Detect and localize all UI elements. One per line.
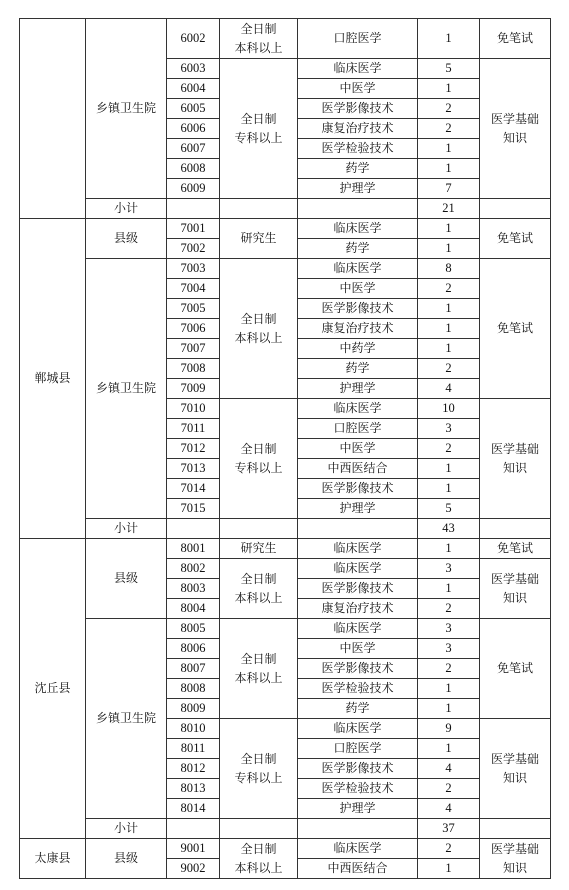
education-requirement: 全日制 本科以上 xyxy=(220,19,298,59)
recruit-count: 2 xyxy=(418,439,480,459)
position-code: 6007 xyxy=(167,139,220,159)
recruit-count: 1 xyxy=(418,239,480,259)
empty-cell xyxy=(167,199,220,219)
recruit-count: 3 xyxy=(418,559,480,579)
position-code: 6006 xyxy=(167,119,220,139)
position-code: 9002 xyxy=(167,859,220,879)
table-row xyxy=(20,19,551,59)
education-requirement: 全日制 专科以上 xyxy=(220,399,298,519)
major-name: 医学检验技术 xyxy=(298,679,418,699)
major-name: 药学 xyxy=(298,359,418,379)
unit-type: 乡镇卫生院 xyxy=(86,19,167,199)
recruit-count: 1 xyxy=(418,79,480,99)
major-name: 康复治疗技术 xyxy=(298,599,418,619)
recruit-count: 1 xyxy=(418,139,480,159)
position-code: 6009 xyxy=(167,179,220,199)
position-code: 7005 xyxy=(167,299,220,319)
major-name: 护理学 xyxy=(298,179,418,199)
position-code: 8007 xyxy=(167,659,220,679)
empty-cell xyxy=(480,519,551,539)
position-code: 8009 xyxy=(167,699,220,719)
exam-subject: 免笔试 xyxy=(480,219,551,259)
recruit-count: 2 xyxy=(418,119,480,139)
recruit-count: 1 xyxy=(418,219,480,239)
recruit-count: 1 xyxy=(418,299,480,319)
major-name: 口腔医学 xyxy=(298,739,418,759)
major-name: 临床医学 xyxy=(298,59,418,79)
position-code: 8003 xyxy=(167,579,220,599)
major-name: 临床医学 xyxy=(298,619,418,639)
position-code: 7008 xyxy=(167,359,220,379)
position-code: 6004 xyxy=(167,79,220,99)
recruit-count: 2 xyxy=(418,99,480,119)
major-name: 药学 xyxy=(298,699,418,719)
table-row xyxy=(20,619,551,639)
empty-cell xyxy=(220,519,298,539)
table-row xyxy=(20,259,551,279)
recruit-count: 2 xyxy=(418,839,480,859)
major-name: 护理学 xyxy=(298,379,418,399)
position-code: 8006 xyxy=(167,639,220,659)
table-row xyxy=(20,539,551,559)
recruit-count: 3 xyxy=(418,419,480,439)
county-name: 郸城县 xyxy=(20,219,86,539)
position-code: 7010 xyxy=(167,399,220,419)
position-code: 8011 xyxy=(167,739,220,759)
major-name: 口腔医学 xyxy=(298,419,418,439)
subtotal-row xyxy=(20,199,551,219)
position-code: 7011 xyxy=(167,419,220,439)
exam-subject: 医学基础 知识 xyxy=(480,559,551,619)
education-requirement: 全日制 本科以上 xyxy=(220,839,298,879)
position-code: 7013 xyxy=(167,459,220,479)
recruit-count: 1 xyxy=(418,539,480,559)
unit-type: 县级 xyxy=(86,219,167,259)
position-code: 7002 xyxy=(167,239,220,259)
position-code: 6008 xyxy=(167,159,220,179)
position-code: 7003 xyxy=(167,259,220,279)
position-code: 7012 xyxy=(167,439,220,459)
major-name: 中医学 xyxy=(298,79,418,99)
exam-subject: 免笔试 xyxy=(480,539,551,559)
exam-subject: 免笔试 xyxy=(480,259,551,399)
major-name: 中药学 xyxy=(298,339,418,359)
major-name: 临床医学 xyxy=(298,839,418,859)
major-name: 临床医学 xyxy=(298,539,418,559)
major-name: 药学 xyxy=(298,239,418,259)
major-name: 药学 xyxy=(298,159,418,179)
unit-type: 县级 xyxy=(86,839,167,879)
major-name: 医学影像技术 xyxy=(298,99,418,119)
subtotal-value: 21 xyxy=(418,199,480,219)
recruit-count: 7 xyxy=(418,179,480,199)
position-code: 8013 xyxy=(167,779,220,799)
empty-cell xyxy=(480,819,551,839)
major-name: 中医学 xyxy=(298,439,418,459)
unit-type: 乡镇卫生院 xyxy=(86,619,167,819)
exam-subject: 医学基础 知识 xyxy=(480,59,551,199)
major-name: 中医学 xyxy=(298,279,418,299)
major-name: 口腔医学 xyxy=(298,19,418,59)
position-code: 8012 xyxy=(167,759,220,779)
recruit-count: 2 xyxy=(418,359,480,379)
subtotal-label: 小计 xyxy=(86,819,167,839)
recruit-count: 2 xyxy=(418,779,480,799)
unit-type: 县级 xyxy=(86,539,167,619)
education-requirement: 全日制 专科以上 xyxy=(220,59,298,199)
major-name: 护理学 xyxy=(298,799,418,819)
recruit-count: 4 xyxy=(418,799,480,819)
major-name: 临床医学 xyxy=(298,719,418,739)
recruit-count: 3 xyxy=(418,639,480,659)
position-code: 7014 xyxy=(167,479,220,499)
major-name: 临床医学 xyxy=(298,259,418,279)
exam-subject: 医学基础 知识 xyxy=(480,719,551,819)
table-row xyxy=(20,219,551,239)
recruit-count: 8 xyxy=(418,259,480,279)
position-code: 7006 xyxy=(167,319,220,339)
recruit-count: 4 xyxy=(418,379,480,399)
major-name: 医学影像技术 xyxy=(298,479,418,499)
major-name: 中西医结合 xyxy=(298,459,418,479)
recruit-count: 1 xyxy=(418,739,480,759)
exam-subject: 医学基础 知识 xyxy=(480,399,551,519)
empty-cell xyxy=(220,819,298,839)
recruit-count: 1 xyxy=(418,159,480,179)
exam-subject: 免笔试 xyxy=(480,19,551,59)
position-code: 8001 xyxy=(167,539,220,559)
subtotal-label: 小计 xyxy=(86,199,167,219)
major-name: 医学影像技术 xyxy=(298,579,418,599)
major-name: 护理学 xyxy=(298,499,418,519)
subtotal-row xyxy=(20,819,551,839)
recruit-count: 1 xyxy=(418,679,480,699)
position-code: 6005 xyxy=(167,99,220,119)
recruit-count: 1 xyxy=(418,459,480,479)
major-name: 临床医学 xyxy=(298,219,418,239)
position-code: 9001 xyxy=(167,839,220,859)
major-name: 中西医结合 xyxy=(298,859,418,879)
recruit-count: 5 xyxy=(418,499,480,519)
county-name: 沈丘县 xyxy=(20,539,86,839)
major-name: 康复治疗技术 xyxy=(298,319,418,339)
recruit-count: 9 xyxy=(418,719,480,739)
position-code: 8014 xyxy=(167,799,220,819)
empty-cell xyxy=(298,199,418,219)
recruit-count: 1 xyxy=(418,699,480,719)
position-code: 7009 xyxy=(167,379,220,399)
recruit-count: 5 xyxy=(418,59,480,79)
education-requirement: 研究生 xyxy=(220,219,298,259)
education-requirement: 全日制 本科以上 xyxy=(220,259,298,399)
major-name: 医学检验技术 xyxy=(298,139,418,159)
education-requirement: 全日制 本科以上 xyxy=(220,559,298,619)
recruit-count: 2 xyxy=(418,659,480,679)
position-code: 7007 xyxy=(167,339,220,359)
major-name: 临床医学 xyxy=(298,559,418,579)
position-code: 7015 xyxy=(167,499,220,519)
recruit-count: 2 xyxy=(418,279,480,299)
major-name: 康复治疗技术 xyxy=(298,119,418,139)
recruitment-table xyxy=(19,18,551,879)
exam-subject: 免笔试 xyxy=(480,619,551,719)
position-code: 6002 xyxy=(167,19,220,59)
subtotal-label: 小计 xyxy=(86,519,167,539)
recruit-count: 1 xyxy=(418,339,480,359)
education-requirement: 研究生 xyxy=(220,539,298,559)
exam-subject: 医学基础 知识 xyxy=(480,839,551,879)
position-code: 8010 xyxy=(167,719,220,739)
county-name: 太康县 xyxy=(20,839,86,879)
major-name: 医学影像技术 xyxy=(298,299,418,319)
recruit-count: 4 xyxy=(418,759,480,779)
recruit-count: 1 xyxy=(418,859,480,879)
position-code: 8005 xyxy=(167,619,220,639)
recruit-count: 10 xyxy=(418,399,480,419)
empty-cell xyxy=(220,199,298,219)
recruit-count: 1 xyxy=(418,19,480,59)
empty-cell xyxy=(480,199,551,219)
major-name: 医学检验技术 xyxy=(298,779,418,799)
position-code: 7004 xyxy=(167,279,220,299)
recruit-count: 2 xyxy=(418,599,480,619)
empty-cell xyxy=(167,819,220,839)
subtotal-value: 37 xyxy=(418,819,480,839)
major-name: 医学影像技术 xyxy=(298,759,418,779)
table-row xyxy=(20,839,551,859)
recruit-count: 1 xyxy=(418,479,480,499)
recruit-count: 1 xyxy=(418,319,480,339)
education-requirement: 全日制 专科以上 xyxy=(220,719,298,819)
county-name xyxy=(20,19,86,219)
unit-type: 乡镇卫生院 xyxy=(86,259,167,519)
major-name: 中医学 xyxy=(298,639,418,659)
empty-cell xyxy=(298,519,418,539)
empty-cell xyxy=(167,519,220,539)
recruit-count: 1 xyxy=(418,579,480,599)
position-code: 8002 xyxy=(167,559,220,579)
empty-cell xyxy=(298,819,418,839)
subtotal-row xyxy=(20,519,551,539)
major-name: 医学影像技术 xyxy=(298,659,418,679)
education-requirement: 全日制 本科以上 xyxy=(220,619,298,719)
position-code: 8004 xyxy=(167,599,220,619)
subtotal-value: 43 xyxy=(418,519,480,539)
position-code: 8008 xyxy=(167,679,220,699)
major-name: 临床医学 xyxy=(298,399,418,419)
recruit-count: 3 xyxy=(418,619,480,639)
position-code: 7001 xyxy=(167,219,220,239)
position-code: 6003 xyxy=(167,59,220,79)
